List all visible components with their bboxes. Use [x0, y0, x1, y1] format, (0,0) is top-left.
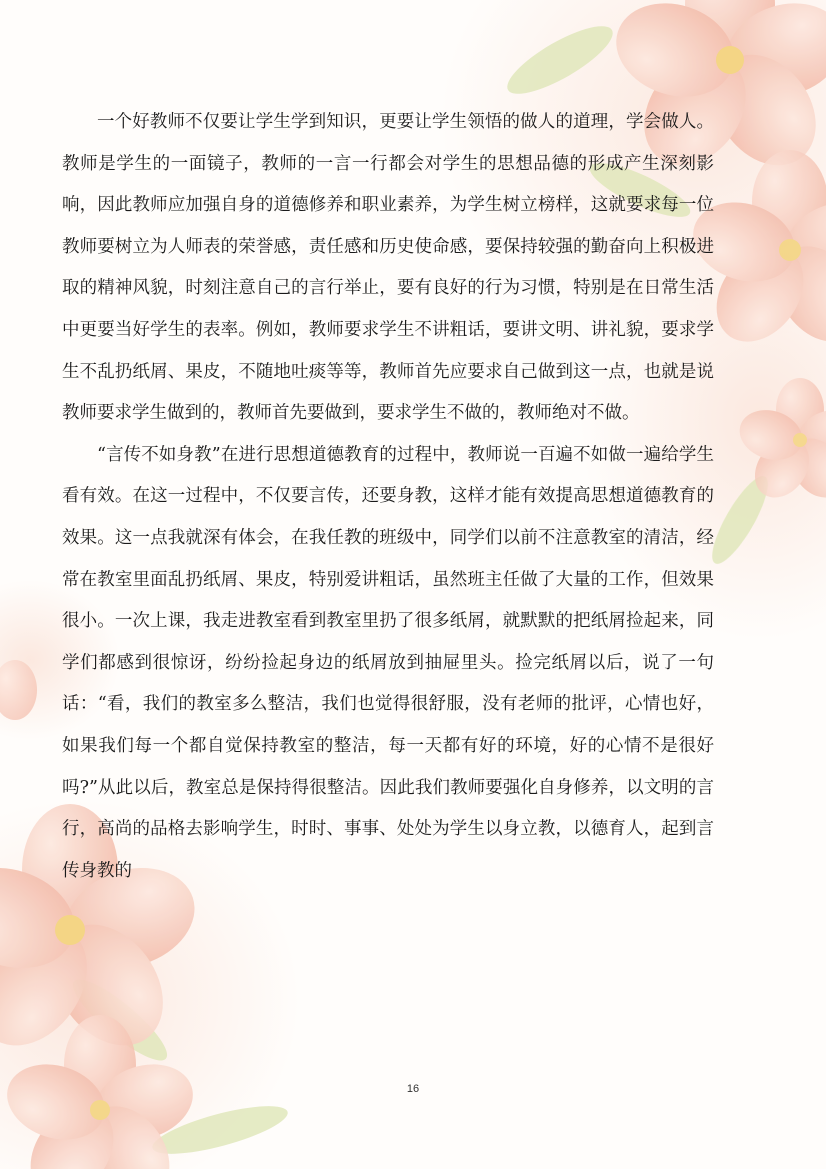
paragraph: 一个好教师不仅要让学生学到知识，更要让学生领悟的做人的道理，学会做人。教师是学生的一面镜子，教师的一言一行都会对学生的思想品德的形成产生深刻影响，因此教师应加强自身的道德修养和职业素养，为学生树立榜样，这就要求每一位教师要树立为人师表的荣誉感，责任感和历史使命感，要保持较强的勤奋向上积极进取的精神风貌，时刻注意自己的言行举止，要有良好的行为习惯，特别是在日常生活中更要当好学生的表率。例如，教师要求学生不讲粗话，要讲文明、讲礼貌，要求学生不乱扔纸屑、果皮，不随地吐痰等等，教师首先应要求自己做到这一点，也就是说教师要求学生做到的，教师首先要做到，要求学生不做的，教师绝对不做。 — [62, 112, 714, 424]
page-number: 16 — [406, 1083, 420, 1095]
document-body — [62, 102, 714, 892]
paragraph: “言传不如身教”在进行思想道德教育的过程中，教师说一百遍不如做一遍给学生看有效。在这一过程中，不仅要言传，还要身教，这样才能有效提高思想道德教育的效果。这一点我就深有体会，在我任教的班级中，同学们以前不注意教室的清洁，经常在教室里面乱扔纸屑、果皮，特别爱讲粗话，虽然班主任做了大量的工作，但效果很小。一次上课，我走进教室看到教室里扔了很多纸屑，就默默的把纸屑捡起来，同学们都感到很惊讶，纷纷捡起身边的纸屑放到抽屉里头。捡完纸屑以后，说了一句话：“看，我们的教室多么整洁，我们也觉得很舒服，没有老师的批评，心情也好，如果我们每一个都自觉保持教室的整洁，每一天都有好的环境，好的心情不是很好吗?”从此以后，教室总是保持得很整洁。因此我们教师要强化自身修养，以文明的言行，高尚的品格去影响学生，时时、事事、处处为学生以身立教，以德育人，起到言传身教的 — [62, 444, 714, 881]
